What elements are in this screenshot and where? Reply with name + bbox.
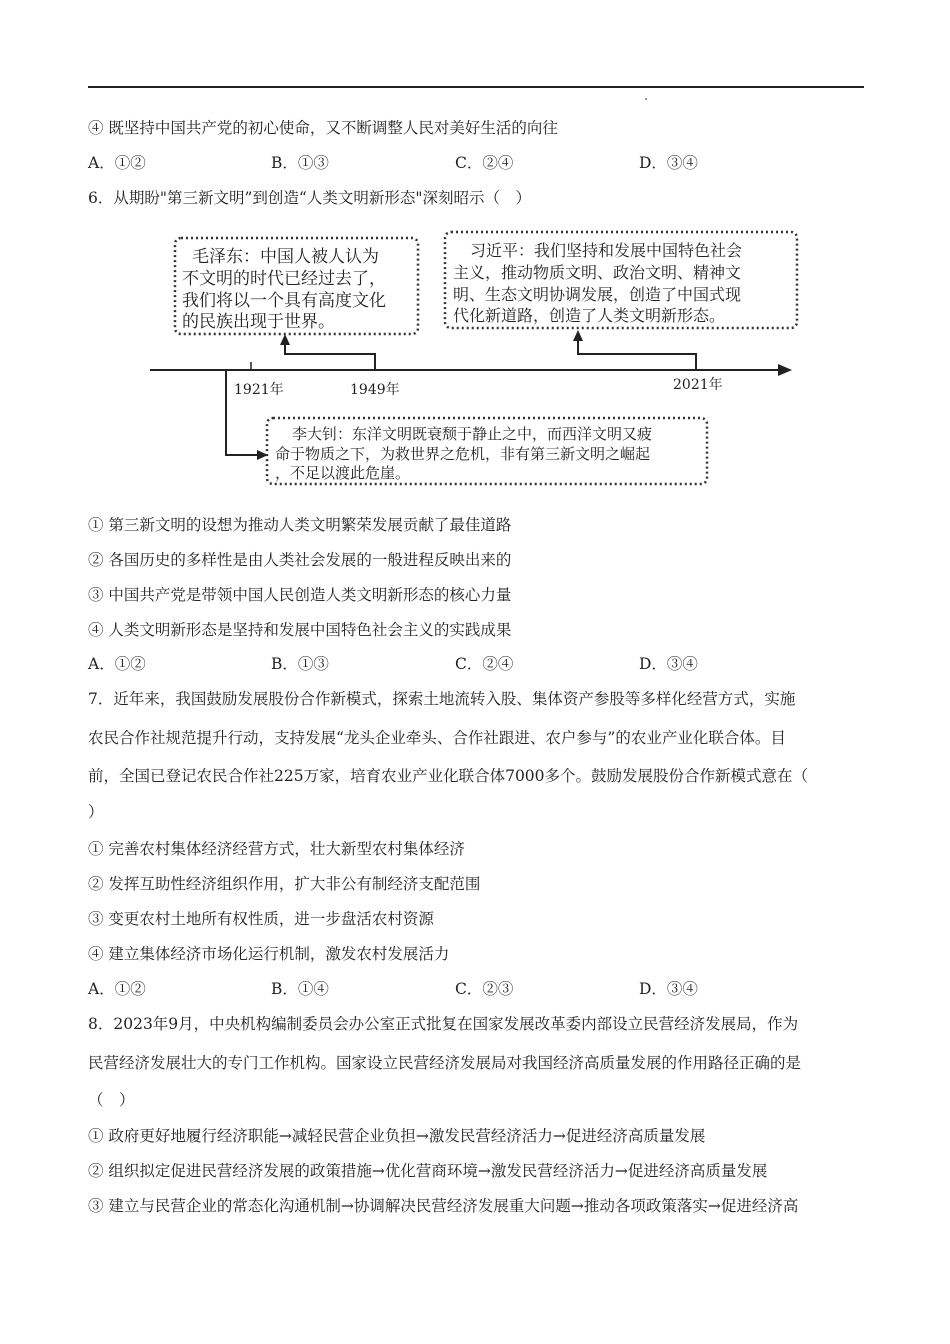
xi-line-2: 主义，推动物质文明、政治文明、精神文 xyxy=(453,263,742,282)
q6-item-2: ② 各国历史的多样性是由人类社会发展的一般进程反映出来的 xyxy=(88,551,512,569)
q8-stem-line-2: 民营经济发展壮大的专门工作机构。国家设立民营经济发展局对我国经济高质量发展的作用路径正确的是 xyxy=(88,1054,802,1072)
q7-option-d: D．③④ xyxy=(639,980,698,998)
year-1949-label: 1949年 xyxy=(350,382,400,398)
q7-stem-line-1: 7．近年来，我国鼓励发展股份合作新模式，探索土地流转入股、集体资产参股等多样化经营方式，实施 xyxy=(88,690,796,708)
q8-item-3: ③ 建立与民营企业的常态化沟通机制→协调解决民营经济发展重大问题→推动各项政策落实→促进经济高 xyxy=(88,1197,799,1215)
q6-timeline-figure xyxy=(0,0,950,500)
li-line-3: ，不足以渡此危崖。 xyxy=(275,464,411,482)
xi-line-3: 明、生态文明协调发展，创造了中国式现 xyxy=(453,285,742,304)
q5-option-d: D．③④ xyxy=(639,154,698,172)
q8-item-1: ① 政府更好地履行经济职能→减轻民营企业负担→激发民营经济活力→促进经济高质量发展 xyxy=(88,1127,706,1145)
q8-stem-line-1: 8．2023年9月，中央机构编制委员会办公室正式批复在国家发展改革委内部设立民营经济发展局，作为 xyxy=(88,1015,799,1033)
q7-stem-line-2: 农民合作社规范提升行动，支持发展“龙头企业牵头、合作社跟进、农户参与”的农业产业化联合体。目 xyxy=(88,729,786,747)
q5-option-a: A．①② xyxy=(88,154,146,172)
connector-2021 xyxy=(578,340,696,370)
mao-line-1: 毛泽东：中国人被人认为 xyxy=(192,247,379,267)
q7-stem-line-4: ） xyxy=(88,803,104,821)
q5-item-4: ④ 既坚持中国共产党的初心使命，又不断调整人民对美好生活的向往 xyxy=(88,119,558,137)
q7-option-b: B．①④ xyxy=(271,980,329,998)
timeline-arrowhead xyxy=(778,364,792,376)
q6-item-1: ① 第三新文明的设想为推动人类文明繁荣发展贡献了最佳道路 xyxy=(88,516,512,534)
mao-line-3: 我们将以一个具有高度文化 xyxy=(182,291,386,311)
year-1921-label: 1921年 xyxy=(234,382,284,398)
q7-item-2: ② 发挥互助性经济组织作用，扩大非公有制经济支配范围 xyxy=(88,875,481,893)
q6-item-3: ③ 中国共产党是带领中国人民创造人类文明新形态的核心力量 xyxy=(88,586,512,604)
q6-option-c: C．②④ xyxy=(455,655,514,673)
q5-option-b: B．①③ xyxy=(271,154,329,172)
q7-item-3: ③ 变更农村土地所有权性质，进一步盘活农村资源 xyxy=(88,910,434,928)
q6-option-a: A．①② xyxy=(88,655,146,673)
connector-1949 xyxy=(285,344,375,370)
q6-option-b: B．①③ xyxy=(271,655,329,673)
mao-line-2: 不文明的时代已经过去了， xyxy=(182,269,386,289)
xi-line-4: 代化新道路，创造了人类文明新形态。 xyxy=(453,306,726,325)
q8-item-2: ② 组织拟定促进民营经济发展的政策措施→优化营商环境→激发民营经济活力→促进经济高质量发展 xyxy=(88,1162,768,1180)
q8-stem-line-3: （ ） xyxy=(88,1091,135,1109)
q6-stem: 6．从期盼"第三新文明”到创造“人类文明新形态"深刻昭示（ ） xyxy=(88,189,531,207)
arrow-up-xi xyxy=(573,330,583,341)
q7-option-a: A．①② xyxy=(88,980,146,998)
li-line-2: 命于物质之下，为救世界之危机，非有第三新文明之崛起 xyxy=(275,445,651,463)
year-2021-label: 2021年 xyxy=(673,377,723,393)
li-line-1: 李大钊：东洋文明既衰颓于静止之中，而西洋文明又疲 xyxy=(292,425,653,443)
q7-item-4: ④ 建立集体经济市场化运行机制，激发农村发展活力 xyxy=(88,945,450,963)
arrow-right-li xyxy=(257,450,268,460)
q7-stem-line-3: 前，全国已登记农民合作社225万家，培育农业产业化联合体7000多个。鼓励发展股份合作新模式意在（ xyxy=(88,767,809,785)
q5-option-c: C．②④ xyxy=(455,154,514,172)
arrow-up-mao xyxy=(280,334,290,345)
q7-option-c: C．②③ xyxy=(455,980,514,998)
q6-option-d: D．③④ xyxy=(639,655,698,673)
q6-item-4: ④ 人类文明新形态是坚持和发展中国特色社会主义的实践成果 xyxy=(88,621,512,639)
mao-line-4: 的民族出现于世界。 xyxy=(182,312,335,332)
xi-line-1: 习近平：我们坚持和发展中国特色社会 xyxy=(470,241,743,260)
q7-item-1: ① 完善农村集体经济经营方式，壮大新型农村集体经济 xyxy=(88,840,465,858)
